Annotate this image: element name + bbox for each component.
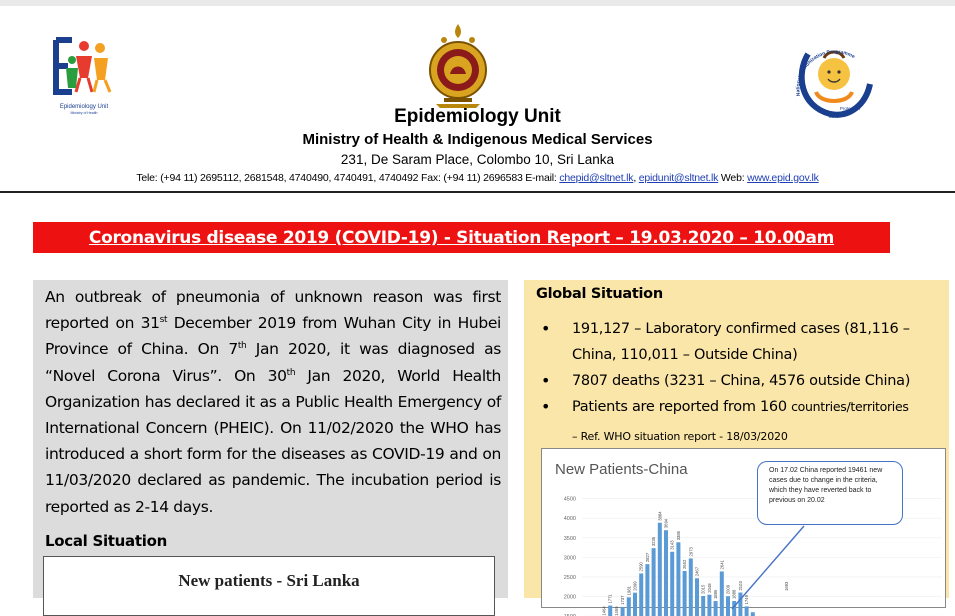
global-situation-panel xyxy=(524,280,949,616)
data-label: 2590 xyxy=(638,562,644,572)
data-label: 3385 xyxy=(675,530,681,541)
data-label: 1737 xyxy=(620,595,626,605)
data-label: 1464 xyxy=(601,606,607,616)
data-label: 3884 xyxy=(657,511,663,521)
bar xyxy=(658,523,662,616)
data-label: 1771 xyxy=(607,594,613,604)
bar xyxy=(652,548,656,616)
bar xyxy=(707,595,711,616)
list-item: • 191,127 – Laboratory confirmed cases (81,116 – China, 110,011 – Outside China) xyxy=(539,316,944,368)
email-link-epidunit[interactable]: epidunit@sltnet.lk xyxy=(638,172,719,184)
org-address: 231, De Saram Place, Colombo 10, Sri Lanka xyxy=(340,152,615,167)
data-label: 2103 xyxy=(737,581,743,591)
logo-right-love: Love xyxy=(829,114,839,119)
bar xyxy=(683,571,687,616)
report-title: Coronavirus disease 2019 (COVID-19) - Situation Report – 19.03.2020 – 10.00am xyxy=(88,227,835,248)
y-tick-label: 2500 xyxy=(563,574,576,581)
website-link[interactable]: www.epid.gov.lk xyxy=(747,172,819,184)
logo-right-caption: National Immunization Programme xyxy=(795,49,856,97)
bar xyxy=(621,607,625,616)
bar xyxy=(695,578,699,616)
sri-lanka-emblem xyxy=(424,20,492,110)
data-label: 3694 xyxy=(663,518,669,529)
bar xyxy=(738,593,742,616)
list-item: • 7807 deaths (3231 – China, 4576 outside China) xyxy=(539,368,944,394)
y-tick-label: 4500 xyxy=(563,496,576,503)
data-label: 1749 xyxy=(744,595,750,605)
data-label: 2015 xyxy=(700,584,706,594)
intro-paragraph: An outbreak of pneumonia of unknown reason was first reported on 31st December 2019 from Wuhan City in Hubei Province of China. On 7th Jan 2020, it was diagnosed as “Novel Corona Virus”. On 30th Jan 2020, World Health Organization has declared it as a Public Health Emergency of International Concern (PHEIC). On 11/02/2020 the WHO has introduced a short form for the diseases as COVID-19 and on 11/03/2020 declared as pandemic. The incubation period is reported as 2-14 days. xyxy=(45,288,502,516)
data-label: 2099 xyxy=(632,581,638,591)
data-label: 2973 xyxy=(688,547,694,557)
bar xyxy=(633,593,637,616)
global-situation-heading: Global Situation xyxy=(536,286,663,302)
bar xyxy=(714,601,718,616)
sri-lanka-chart-title: New patients - Sri Lanka xyxy=(178,571,360,590)
bar xyxy=(726,596,730,616)
bar xyxy=(627,597,631,616)
global-situation-list xyxy=(539,316,944,420)
china-new-patients-chart xyxy=(541,448,946,616)
bar xyxy=(701,596,705,616)
data-label: 1886 xyxy=(713,589,719,600)
who-reference: – Ref. WHO situation report - 18/03/2020 xyxy=(572,430,788,443)
logo-left-subcaption: Ministry of Health xyxy=(70,111,98,115)
bar xyxy=(751,612,755,616)
bar xyxy=(639,573,643,616)
data-label: 2048 xyxy=(706,583,712,593)
header-divider xyxy=(0,191,955,193)
email-link-chepid[interactable]: chepid@sltnet.lk xyxy=(559,172,634,184)
bar xyxy=(664,530,668,616)
y-tick-label: 3500 xyxy=(563,535,576,542)
bar xyxy=(676,542,680,616)
email-separator: , xyxy=(633,172,639,184)
bar xyxy=(745,606,749,616)
logo-left-caption: Epidemiology Unit xyxy=(59,104,109,110)
data-label: 2467 xyxy=(694,566,700,577)
logo-right-protection: Protection xyxy=(839,106,861,111)
bar xyxy=(689,558,693,616)
y-tick-label: 2000 xyxy=(563,594,576,601)
data-label: 2827 xyxy=(644,552,650,563)
letterhead xyxy=(0,6,955,194)
bar xyxy=(608,606,612,616)
data-label: 3143 xyxy=(669,540,675,550)
org-subtitle: Ministry of Health & Indigenous Medical Services xyxy=(302,131,653,148)
org-title: Epidemiology Unit xyxy=(394,106,561,127)
sri-lanka-chart xyxy=(43,556,495,616)
local-situation-heading: Local Situation xyxy=(45,532,167,550)
data-label: 3235 xyxy=(651,536,657,547)
y-tick-label: 3000 xyxy=(563,555,576,562)
bar xyxy=(670,552,674,616)
chart-callout: On 17.02 China reported 19461 new cases due to change in the criteria, which they have reverted back to previous on 20.02 xyxy=(757,461,903,525)
data-label: 2652 xyxy=(682,559,688,570)
data-label: 1888 xyxy=(731,589,737,599)
list-item: • Patients are reported from 160 countries/territories xyxy=(539,394,944,420)
data-label: 2009 xyxy=(725,584,731,595)
callout-value-label: 1693 xyxy=(784,581,789,591)
data-label: 1981 xyxy=(626,585,632,596)
china-chart-title: New Patients-China xyxy=(555,461,688,478)
intro-panel xyxy=(33,280,508,598)
y-tick-label: 4000 xyxy=(563,516,576,523)
bar xyxy=(645,564,649,616)
bar xyxy=(720,571,724,616)
contact-phone-fax: Tele: (+94 11) 2695112, 2681548, 4740490, 4740491, 4740492 Fax: (+94 11) 2696583 E-mail: xyxy=(136,172,560,184)
data-label: 2641 xyxy=(719,560,725,570)
org-contact-line xyxy=(0,172,955,184)
web-label: Web: xyxy=(718,172,748,184)
data-label: 1459 xyxy=(613,606,619,616)
report-title-banner xyxy=(33,222,890,253)
